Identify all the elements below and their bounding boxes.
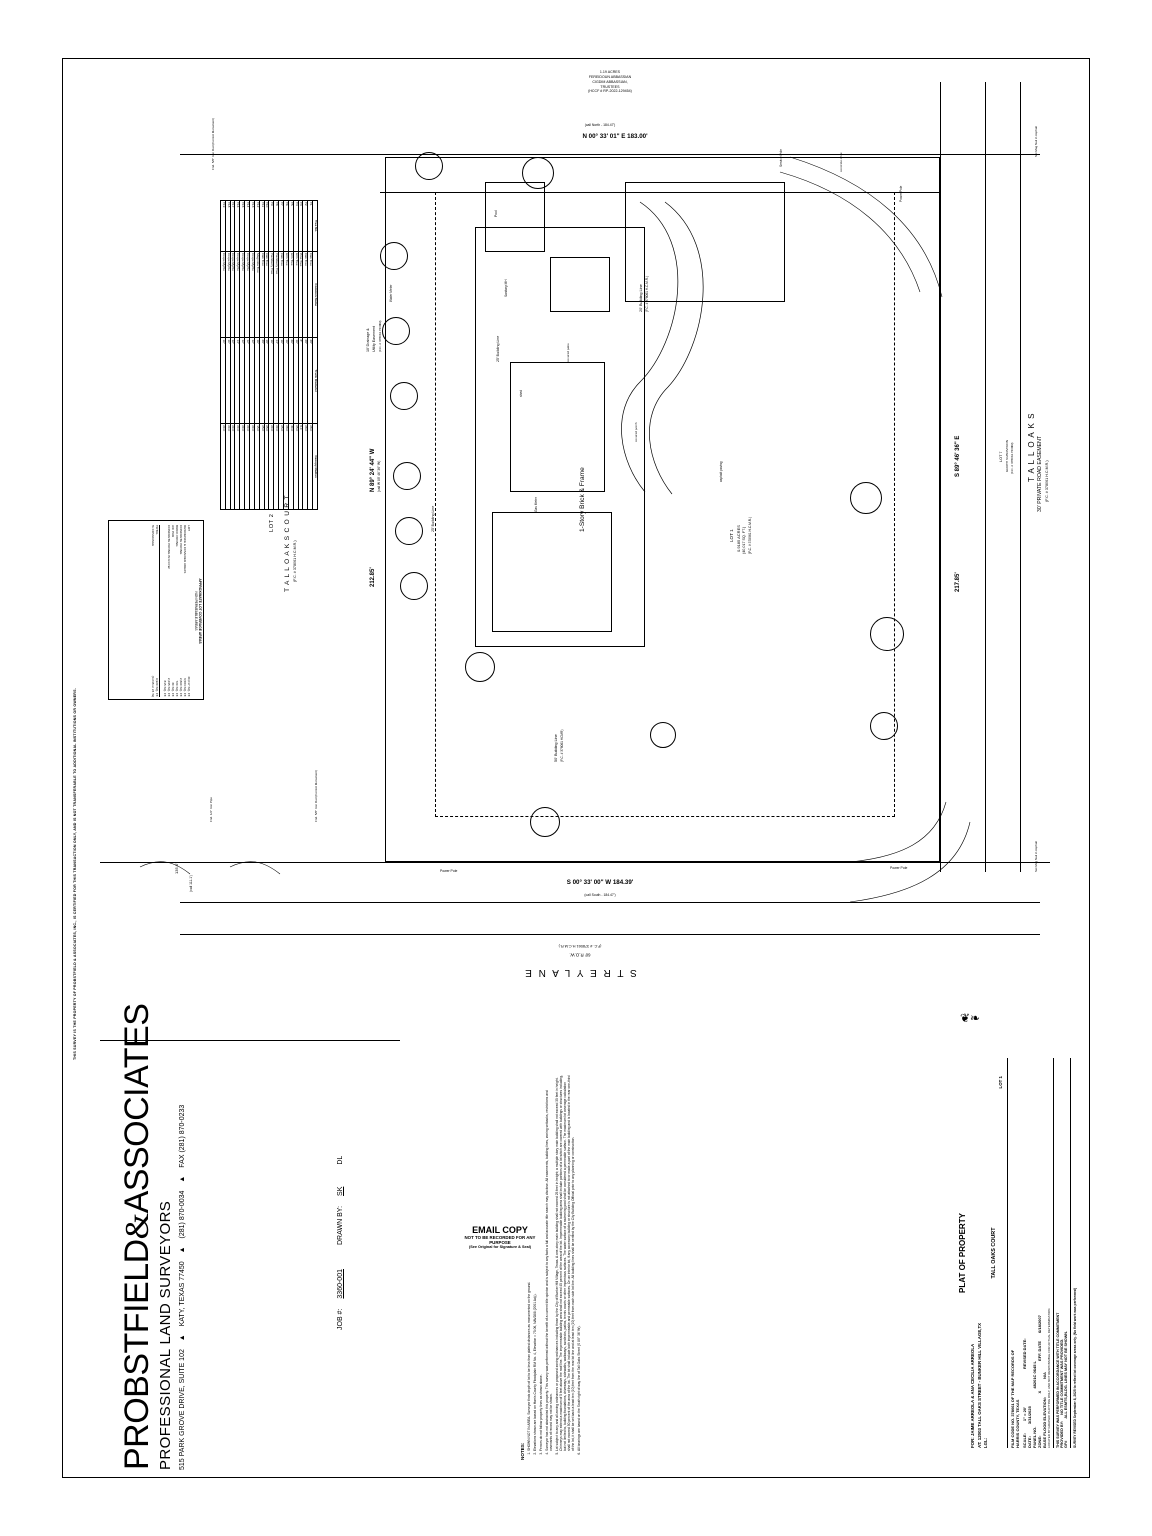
title-panel-value: 48201C 0645 L [1031,1361,1037,1389]
tree-table-cell: T3 [298,201,303,252]
north-bearing-label: N 00° 33' 01" E 183.00' [582,133,648,140]
tree-table-cell: 16" [279,338,284,424]
tree-table-cell: T1 [308,201,313,252]
tree-table-cell: Elm Tree [283,252,288,338]
tree-table-row [259,201,264,510]
tree-table-cell: T2 [303,201,308,252]
title-block [958,1058,1078,1448]
tree-table-cell: Hackberry Tree [274,252,279,338]
bl-50-label: 50' Building Line [554,734,558,762]
easement-10c-label: (F.C. # 378061 HCMR) [378,320,382,352]
power-pole-label-3: Power Pole [890,866,908,870]
north-call-label: (call North - 184.47') [584,123,616,127]
tree-table-cell: 26" [288,338,293,424]
tree-table-cell: 28" [303,338,308,424]
tree-table-cell: 16" [293,338,298,424]
tree-table-row [225,201,230,510]
coverage-row-label: CONCRETE PAVING IN R.O.W. [167,525,171,570]
lot2-label: LOT 2 [269,513,275,532]
lot7-label: LOT 7 [999,451,1003,462]
tree-table-cell: T10 [264,201,269,252]
west-distance-label: 212.85' [370,567,376,587]
note-item: 2. Elevations shown are based on Harris County Floodplain RM No. 4, Elevation = 75.06, NAVD88 (2001 Adj.). [533,1075,537,1451]
tree-table-cell: 12" [240,338,245,424]
tree-table-header-cell: Canopy Radius [313,424,318,510]
title-revised-label: REVISED DATE: [1021,1338,1027,1370]
title-at-label: AT: [976,1441,982,1448]
firm-name-part1: PROBSTFIELD [118,1239,156,1470]
tree-canopy [850,482,882,514]
tree-table-cell: 20.0 [240,424,245,510]
tree-table-cell: 25.0 [264,424,269,510]
tree-table-cell: 28.0 [283,424,288,510]
coverage-row-label: BRICK PAVING [175,525,179,547]
tree-table-cell: T13 [249,201,254,252]
shed-label: shed [519,390,523,397]
coverage-percent-value: (0.248 or 24 %) [151,675,155,697]
court-name-label: T A L L O A K S C O U R T [284,494,291,592]
title-for-value: JAIME ARREOLA & ANA CECILIA ARREOLA [970,1343,975,1437]
title-date-label: DATE: [1026,1436,1032,1448]
tree-table-cell: T4 [293,201,298,252]
job-value: 3360-001 [336,1269,344,1299]
sanitary-mh-label: Sanitary MH [504,279,508,297]
tree-table-cell: 25.0 [279,424,284,510]
tree-table-cell: T7 [279,201,284,252]
private-road-film-label: (F.C. # 378061 H.C.M.R.) [1045,460,1049,502]
tree-table-cell: 20.0 [235,424,240,510]
bl-20-label: 20' Building Line [639,284,643,312]
north-tract-label [545,70,675,94]
tree-table-row [269,201,274,510]
coverage-row-label: CONCRETE PAVING [179,525,183,555]
tree-table-cell: T17 [230,201,235,252]
asphalt-paving-label: asphalt paving [719,461,723,482]
coverage-table-row [171,525,175,697]
tree-table-cell: 8" [298,338,303,424]
tree-table-cell: 20.0 [220,424,225,510]
coverage-table-row [179,525,183,697]
tree-table-cell: Crepe Myrtle [220,252,225,338]
coverage-table-title: APPROXIMATE LOT COVERAGE AREAS [198,578,202,644]
covered-porch-label: covered porch [634,422,638,442]
south-bearing-label: S 00° 33' 00" W 184.39' [566,879,634,886]
coverage-total-value: 9,920 SQ. FT. [155,677,159,697]
title-commitment-note: THIS SURVEY WAS PERFORMED IN ACCORDANCE WITH TITLE COMMITMENT [1055,1312,1060,1448]
survey-revised-note: SURVEY REVISED September 8, 2025 to reflect lot coverage areas only. (No field work was performed) [1072,1288,1077,1448]
lot1-film-label: (F.C. # 378061 H.C.M.R.) [748,516,752,554]
coverage-row-label: A/C PAD [171,525,175,538]
tree-table-row [274,201,279,510]
notes-block [520,1075,935,1465]
drawn-label: DRAWN BY: [336,1205,344,1245]
tree-table-cell: Crepe Myrtle [249,252,254,338]
lot7-film-label: (F.C. # 378061 HCMR) [1010,442,1014,474]
tree-table-row [264,201,269,510]
north-tract-line2: FEREIDOUN ABBASSIAN [588,74,632,79]
tree-table-cell: 20.0 [269,424,274,510]
ornament-decoration: ❦❧ [960,1011,981,1025]
notes-heading: NOTES: [520,1442,525,1460]
coverage-row-value: 2,295 SQ. FT. [167,677,171,697]
tree-canopy [400,572,428,600]
tree-table-cell: Oak Tree [264,252,269,338]
tree-table-cell: 16" [269,338,274,424]
lot1-sqft-label: (40,017 SQ. FT.) [742,526,746,554]
coverage-row-label: RESIDENCE & COVERED AREAS [183,525,187,574]
tree-canopy [522,157,554,189]
coverage-row-value: 30 SQ. FT. [171,682,175,697]
coverage-row-value: 3,584 SQ. FT. [183,677,187,697]
call-111-label: (call 111.1') [189,875,193,892]
tree-table-cell: Crepe Myrtle [235,252,240,338]
tree-table-cell: 28.0 [308,424,313,510]
title-gf-value: ALL ESMTS,BLDG. LINES MAY NOT BE SHOWN. [1063,1330,1068,1419]
tree-table-cell: 28.0 [303,424,308,510]
north-tract-line5: (HCCF # RP-2022-129454) [588,89,632,94]
tree-table-cell: 25.0 [293,424,298,510]
firm-address: 515 PARK GROVE DRIVE, SUITE 102 [179,1349,186,1470]
south-call-label: (call South - 184.47') [584,893,616,897]
title-date-value: 3/31/2025 [1026,1406,1032,1425]
tall-oaks-label: T A L L O A K S [1027,412,1036,482]
tree-table-row [283,201,288,510]
tree-canopy [382,317,410,345]
east-distance-label: 217.85' [955,572,961,592]
tree-table-header-cell: Common Name [313,252,318,338]
tree-canopy [390,382,418,410]
bl-20-film-label: (F.C. # 378061 H.C.M.R.) [645,276,649,312]
tree-table-row [220,201,225,510]
tree-table-cell: Elm Tree [288,252,293,338]
tree-table-cell: 8.0 [298,424,303,510]
note-item: 3. Fences do not follow property lines as shown above. [539,1075,543,1451]
title-eff-date-label: EFF. DATE [1036,1340,1042,1361]
title-film-code: FILM CODE NO. 378061 OF THE MAP RECORDS OF [1009,1349,1015,1448]
tree-table-cell: T8 [274,201,279,252]
tree-table-cell: Crepe Myrtle [225,252,230,338]
tree-table-cell: 16" [254,338,259,424]
title-eff-date-value: 6/18/2007 [1036,1315,1042,1333]
bl-25-a-label: 25' Building Line [496,335,500,362]
west-bearing-label: N 89° 24' 44" W [370,448,376,492]
tree-table-cell: T12 [254,201,259,252]
coverage-table-row [167,525,171,697]
tree-table-cell: Hackberry Tree [269,252,274,338]
tree-table-cell: 28" [308,338,313,424]
title-located-by: LOCATED BY GRAPHIC PLOTTING ONLY, AND NOT RESPONSIBLE FOR ACTUAL DETERMINATION. [1046,1307,1051,1448]
firm-fax: FAX (281) 870-0233 [179,1104,186,1168]
easement-10-text: 10' Drainage & [366,328,370,352]
tree-table-cell: 18" [264,338,269,424]
firm-block: PROBSTFIELD&ASSOCIATES PROFESSIONAL LAND SURVEYORS 515 PARK GROVE DRIVE, SUITE 102 ▲ KATY, TEXAS 77450 ▲ (281) 870-0034 ▲ FAX (281) 870-0233 [118,1003,186,1470]
tree-table-cell: T6 [283,201,288,252]
tree-table-cell: T18 [225,201,230,252]
tree-canopy [395,517,423,545]
power-pole-label-1: Power Pole [899,185,903,202]
title-block-heading: PLAT OF PROPERTY [958,1213,967,1293]
coverage-row-value: 815 SQ. FT. [163,680,167,697]
title-at-value: 12003 TALL OAKS STREET - BUNKER HILL VILLAGE,TX [976,1322,982,1441]
tree-table-cell: T15 [240,201,245,252]
tree-table-cell: Crepe Myrtle [240,252,245,338]
tree-table-row [230,201,235,510]
tree-table-cell: 20.0 [249,424,254,510]
certification-text: THIS SURVEY IS THE PROPERTY OF PROBSTFIELD & ASSOCIATES, INC., IS CERTIFIED FOR THIS TRANSACTION ONLY, AND IS NOT TRANSFERABLE TO ADDITIONAL INSTITUTIONS OR OWNERS. [73,688,77,1060]
title-panel-label: PANEL NO. [1031,1426,1037,1448]
street-film-label: (F.C. # 378061 H.C.M.R.) [558,943,602,948]
firm-phone: (281) 870-0034 [179,1190,186,1239]
title-lot-line: LOT 1 [997,1076,1003,1089]
service-pole-label: Service Pole [779,149,783,167]
title-subdivision: TALL OAKS COURT [990,1227,997,1279]
stamp-line-2: NOT TO BE RECORDED FOR ANY PURPOSE [464,1235,536,1245]
tree-table-cell: 20.0 [245,424,250,510]
firm-name-part2: ASSOCIATES [118,1003,156,1214]
tree-table-cell: 14" [235,338,240,424]
title-for-label: FOR: [970,1437,975,1448]
tree-canopy [870,617,904,651]
title-provided-label: PROVIDED BY: [1059,1420,1064,1448]
title-bfe-label: BASE FLOOD ELEVATION: [1041,1397,1047,1448]
note-item: 4. Surveyor has not abstracted this property. This survey was performed without the benefit of a current title opinion and is subject to any facts a full and accurate title search may disclose. All easements, building lines, zoning setbacks, restrictions and covenants of record may not be shown. [545,1075,553,1451]
tree-table-header-cell: Trunk Diameter [313,338,318,424]
tree-table-row [308,201,313,510]
water-meter-label: Water Meter [389,284,393,302]
tree-table-row [279,201,284,510]
tree-table-row [254,201,259,510]
east-bearing-label: S 89° 46' 36" E [955,435,961,477]
drawn-initials: DL [336,1155,344,1165]
fnd-iron-rod-label-2: Fnd. 5/8" Iron Rod (Control Monument) [314,770,318,822]
tree-table-cell: Oak Tree [303,252,308,338]
easement-10-label [367,328,371,352]
tree-table-cell: 20.0 [225,424,230,510]
note-item: 6. All bearings are based on the South right of way line of Tall Oaks Street (S 89° 36' W). [577,1075,581,1451]
tree-table-cell: 10" [220,338,225,424]
tree-table-header-row [313,201,318,510]
tree-table-cell: 20.0 [274,424,279,510]
tree-table-row [293,201,298,510]
tree-table-row [249,201,254,510]
tree-table-cell: T11 [259,201,264,252]
coverage-row-value: 2,860 SQ. FT. [179,677,183,697]
title-zone-label: ZONE: [1036,1435,1042,1448]
tree-table-cell: T5 [288,201,293,252]
tree-table-cell: Elm Tree [293,252,298,338]
tree-table-cell: T9 [269,201,274,252]
bl-25-b-label: 25' Building Line [431,505,435,532]
court-film-label: (F.C. # 378061 H.C.M.R.) [293,540,297,582]
email-copy-stamp [455,1225,545,1275]
street-name-label: S T R E Y L A N E [523,967,637,978]
coverage-row-label: LOT [187,525,191,532]
tree-canopy [393,462,421,490]
tree-table-cell: Oak Tree [308,252,313,338]
coverage-table-subtitle: NON PERMEABLE AREAS [194,591,198,631]
power-pole-label-2: Power Pole [440,869,458,873]
set-mag-nail-label-2: Set Mag Nail in Asphalt [1034,840,1038,872]
tree-canopy [465,652,495,682]
firm-subtitle: PROFESSIONAL LAND SURVEYORS [157,1200,174,1470]
west-call-label: (call W 89' 46' 36" W) [377,460,381,492]
house-label: 1-Story Brick & Frame [579,467,586,532]
tree-table-row [235,201,240,510]
tree-table-cell: 12" [245,338,250,424]
tree-table-cell: 14" [274,338,279,424]
note-item: 1. SHOWN NOT IN AREA. Surveyor finds depth of lot to be less than platted distances as monumented on the ground. [527,1075,531,1451]
tree-table-cell: Oak Tree [279,252,284,338]
tree-table-cell: T16 [235,201,240,252]
street-row-label: 60' R.O.W. [569,952,591,958]
tree-table-cell: 12" [249,338,254,424]
title-scale-label: SCALE: [1021,1433,1027,1448]
title-zone-value: X [1036,1390,1042,1394]
easement-10b-label: Utility Easement [372,326,376,352]
north-tract-line3: CIGDIM ABBASSIAN, [592,79,628,84]
tree-table-row [288,201,293,510]
coverage-row-value: 40,017 SQ. FT. [187,676,191,697]
gas-meter-label: Gas Meter [534,497,538,512]
bl-50-film-label: (F.C. # 378061 HCMR) [560,729,564,762]
tree-table-cell: T19 [220,201,225,252]
tree-table-row [240,201,245,510]
coverage-table-row [183,525,187,697]
north-tract-line1: 1.19 ACRES [599,70,621,74]
tree-canopy [870,712,898,740]
tree-table-cell: 16" [283,338,288,424]
private-road-label: 30' PRIVATE ROAD EASEMENT [1037,435,1043,512]
tree-canopy [380,242,408,270]
tree-table-cell: Magnolia Tree [254,252,259,338]
covered-patio-label: covered patio [566,343,570,362]
tree-table-cell: Crepe Myrtle [230,252,235,338]
set-mag-nail-label-1: Set Mag Nail in Asphalt [1034,125,1038,157]
tree-table [221,200,318,510]
tree-table-cell: 15.0 [254,424,259,510]
coverage-row-value: 720 SQ. FT. [175,680,179,697]
tree-table-row [245,201,250,510]
tree-table-header-cell: Tree No. [313,201,318,252]
firm-city: KATY, TEXAS 77450 [179,1261,186,1327]
tree-table-cell: 30.0 [288,424,293,510]
lot7-sub-label: GROTH SUBDIVISION [1005,440,1009,472]
title-provided-value: NO TITLE COMMITMENT WAS PROVIDED. [1059,1338,1064,1415]
tree-table-cell: 20.0 [230,424,235,510]
tree-table-row [298,201,303,510]
tree-table-cell: Pine Tree [298,252,303,338]
north-tract-line4: TRUSTEES [600,84,620,89]
coverage-total-label: TOTAL [155,525,159,535]
job-block [325,1140,355,1330]
tree-table-row [303,201,308,510]
tree-table-cell: T14 [245,201,250,252]
title-scale-value: 1" = 20' [1021,1407,1027,1422]
drawn-value: SK [336,1186,344,1196]
tree-table-cell: 28" [259,338,264,424]
title-lgl-label: LGL: [983,1437,989,1448]
job-label: JOB #: [336,1308,344,1330]
coverage-table-row [187,525,191,697]
title-gf-label: GF# [1063,1440,1068,1448]
fnd-iron-rod-label-1: Fnd. 5/8" Iron Rod (Control Monument) [211,118,215,170]
coverage-percent-label: % COVERAGE [151,525,155,547]
tree-table-cell: 25.0 [259,424,264,510]
stamp-line-3: (See Original for Signature & Seal) [468,1245,532,1249]
tree-table-cell: Oak Tree [259,252,264,338]
tree-table-cell: Crepe Myrtle [245,252,250,338]
call-135-label: 135.0' [174,863,179,874]
coverage-table [108,520,204,700]
title-bfe-value: N/A [1041,1372,1047,1380]
lot1-area-label: 0.9185 ACRES [736,525,741,552]
fnd-iron-pipe-label: Fnd. 1/2" Iron Pipe [209,797,213,822]
pool-label: Pool [494,210,498,217]
concrete-drive-label: concrete drive [839,152,843,172]
tree-table-cell: 10" [225,338,230,424]
tree-canopy [650,722,676,748]
tree-canopy [530,807,560,837]
title-county: HARRIS COUNTY, TEXAS [1014,1399,1020,1448]
tree-table-cell: 12" [230,338,235,424]
firm-name-amp: & [119,1213,156,1240]
lot1-label: LOT 1 [729,529,734,542]
stamp-line-1: EMAIL COPY [472,1225,528,1235]
note-item: 5. Lot subject to any and all zoning ordinances or proposed zoning ordinances including those by the City of Bunker Hill Village, Texas. A one-story main building shall not exceed 25 feet in height; a multiple story main building shall not exceed 35 feet in height. Chimneys may extend a maximum of 5 feet above the roof line. The impermeable building area shall not exceed 45 percent of the area of the lot. Impermeable building area shall include portions of a lot which are covered with buildings or structures including, but not limited to, building foundations, driveways, sidewalks, walkways, sundecks, patios, tennis courts or other impervious surfaces. The water surface of a swimming pool shall be considered a permeable surface. The maximum lot coverage calculation shall not exceed 50 percent of the area of the lot. The lot shall include both impermeable and permeable surfaces. On an interior lot, if any accessory building or structure is not attached to or made a part of the main building and is located in the rear one-third of the lot, it shall be set back a least ten (10) feet from the rear lot line and at least ten (10) feet from each side lot line. All building lines shall be verified by the City Building Official prior to any planning or construction. [555,1075,575,1451]
tree-canopy [415,152,443,180]
